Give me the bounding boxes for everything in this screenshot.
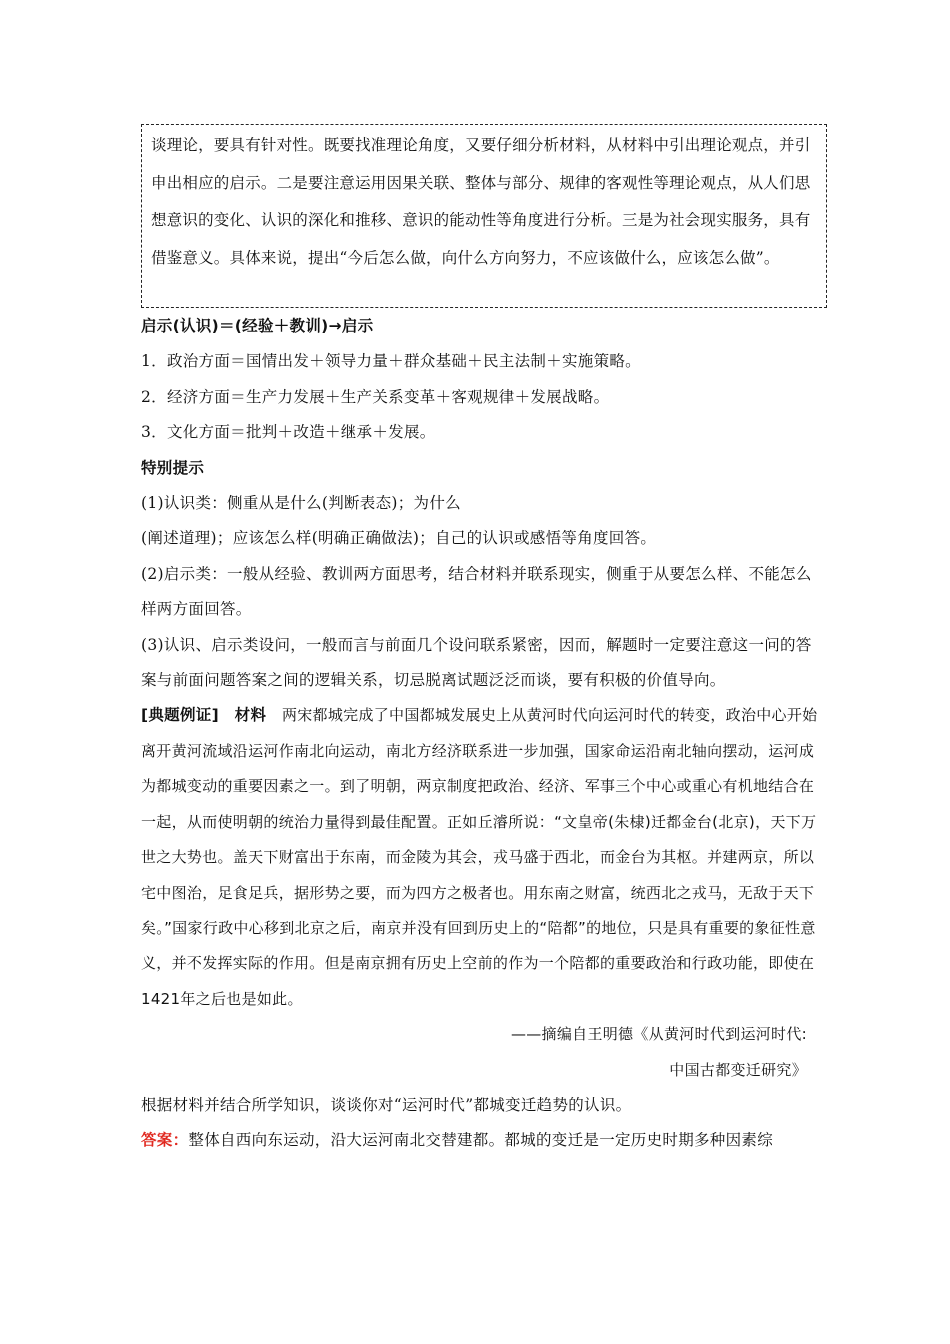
tip-1a: (1)认识类：侧重从是什么(判断表态)；为什么 — [141, 494, 461, 513]
question-text: 根据材料并结合所学知识，谈谈你对“运河时代”都城变迁趋势的认识。 — [141, 1095, 632, 1114]
tip-1b: (阐述道理)；应该怎么样(明确正确做法)；自己的认识或感悟等角度回答。 — [141, 529, 657, 548]
answer-label: 答案： — [141, 1131, 189, 1150]
material-text: 两宋都城完成了中国都城发展史上从黄河时代向运河时代的转变，政治中心开始离开黄河流域沿运河作南北向运动，南北方经济联系进一步加强，国家命运沿南北轴向摆动，运河成为都城变动的重要因素之一。到了明朝，两京制度把政治、经济、军事三个中心或重心有机地结合在一起，从而使明朝的统治力量得到最佳配置。正如丘濬所说：“文皇帝(朱棣)迁都金台(北京)，天下万世之大势也。盖天下财富出于东南，而金陵为其会，戎马盛于西北，而金台为其枢。并建两京，所以宅中图治，足食足兵，据形势之要，而为四方之极者也。用东南之财富，统西北之戎马，无敌于天下矣。”国家行政中心移到北京之后，南京并没有回到历史上的“陪都”的地位，只是具有重要的象征性意义，并不发挥实际的作用。但是南京拥有历史上空前的作为一个陪都的重要政治和行政功能，即使在1421年之后也是如此。 — [141, 706, 818, 1008]
method-note-box — [141, 124, 827, 308]
answer-text: 整体自西向东运动，沿大运河南北交替建都。都城的变迁是一定历史时期多种因素综 — [188, 1131, 774, 1150]
example-label: [典题例证] — [141, 706, 219, 725]
method-note-text: 谈理论，要具有针对性。既要找准理论角度，又要仔细分析材料，从材料中引出理论观点，并引申出相应的启示。二是要注意运用因果关联、整体与部分、规律的客观性等理论观点，从人们思想意识的变化、认识的深化和推移、意识的能动性等角度进行分析。三是为社会现实服务，具有借鉴意义。具体来说，提出“今后怎么做，向什么方向努力，不应该做什么，应该怎么做”。 — [151, 136, 811, 267]
material-label: 材料 — [234, 706, 267, 725]
formula-politics: 1．政治方面＝国情出发＋领导力量＋群众基础＋民主法制＋实施策略。 — [141, 352, 641, 371]
citation-line-1: ——摘编自王明德《从黄河时代到运河时代: — [510, 1025, 807, 1044]
formula-economy: 2．经济方面＝生产力发展＋生产关系变革＋客观规律＋发展战略。 — [141, 387, 610, 406]
tip-2: (2)启示类：一般从经验、教训两方面思考，结合材料并联系现实，侧重于从要怎么样、不能怎么样两方面回答。 — [141, 564, 812, 619]
formula-heading: 启示(认识)＝(经验＋教训)→启示 — [141, 317, 374, 335]
example-material — [141, 698, 827, 1017]
tip-3: (3)认识、启示类设问，一般而言与前面几个设问联系紧密，因而，解题时一定要注意这一问的答案与前面问题答案之间的逻辑关系，切忌脱离试题泛泛而谈，要有积极的价值导向。 — [141, 635, 812, 690]
answer — [141, 1123, 827, 1158]
main-content — [141, 309, 827, 1159]
citation-line-2: 中国古都变迁研究》 — [669, 1060, 807, 1079]
formula-culture: 3．文化方面＝批判＋改造＋继承＋发展。 — [141, 423, 436, 442]
tips-heading: 特别提示 — [141, 458, 205, 477]
